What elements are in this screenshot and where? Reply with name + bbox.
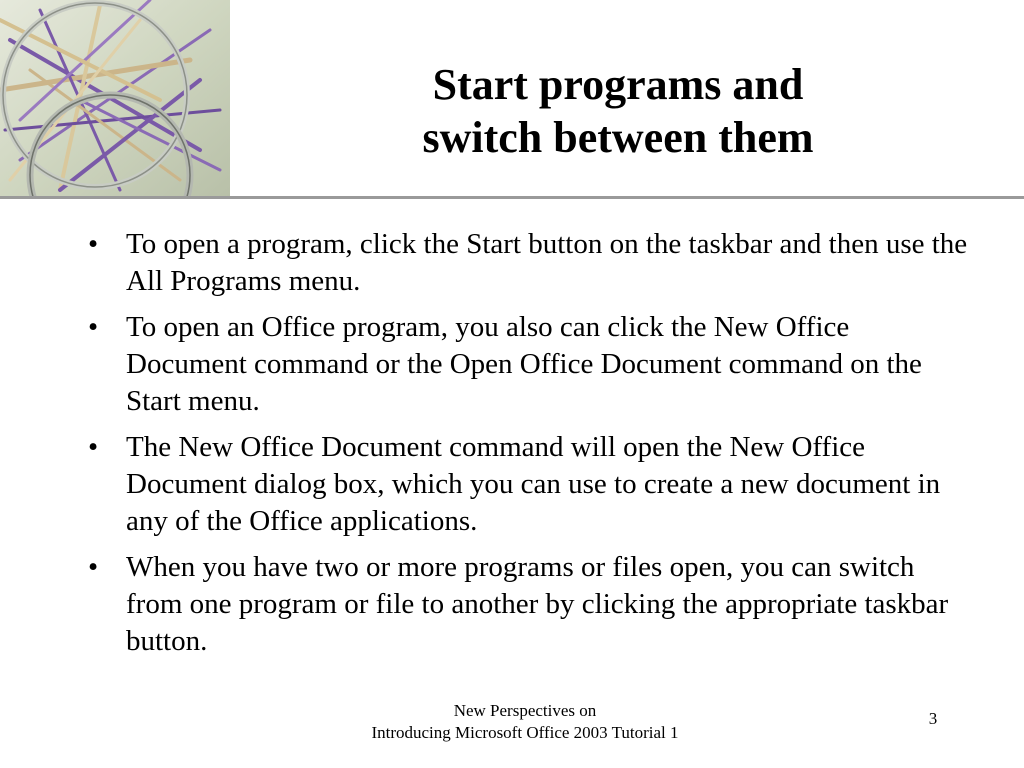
slide-title-line2: switch between them [422, 113, 814, 162]
list-item [88, 549, 968, 660]
list-item [88, 226, 968, 300]
footer-line2: Introducing Microsoft Office 2003 Tutorial 1 [371, 723, 679, 742]
bullet-text: When you have two or more programs or files open, you can switch from one program or file to another by clicking the appropriate taskbar button. [126, 551, 949, 657]
sphere-graphic [0, 0, 230, 198]
title-divider [0, 196, 1024, 199]
list-item [88, 429, 968, 540]
decorative-sphere-image [0, 0, 230, 198]
bullet-icon: • [88, 551, 99, 583]
footer-line1: New Perspectives on [453, 701, 597, 720]
bullet-icon: • [88, 228, 99, 260]
slide-title-line1: Start programs and [432, 60, 804, 109]
slide-footer [320, 700, 730, 744]
bullet-text: To open an Office program, you also can click the New Office Document command or the Open Office Document command on the Start menu. [126, 311, 922, 417]
bullet-icon: • [88, 431, 99, 463]
page-number: 3 [928, 709, 938, 728]
bullet-list [88, 226, 968, 669]
list-item [88, 309, 968, 420]
bullet-text: To open a program, click the Start button on the taskbar and then use the All Programs menu. [126, 228, 968, 297]
bullet-icon: • [88, 311, 99, 343]
slide-title [330, 58, 906, 164]
bullet-text: The New Office Document command will open the New Office Document dialog box, which you can use to create a new document in any of the Office applications. [126, 431, 941, 537]
